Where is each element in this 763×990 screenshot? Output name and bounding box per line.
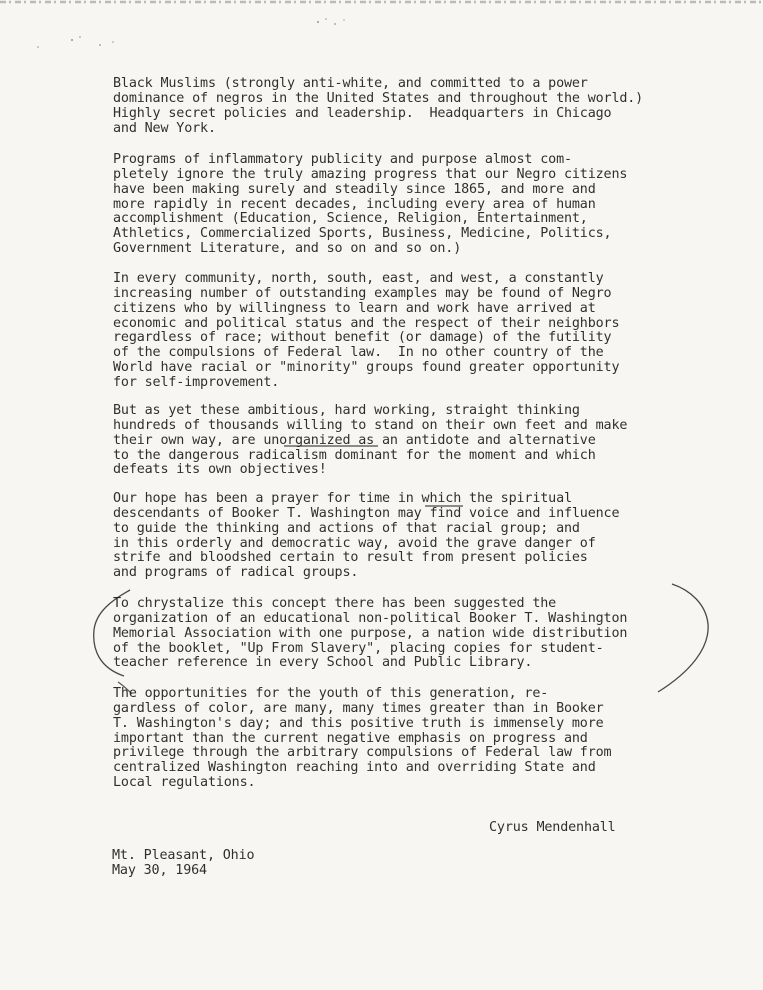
paragraph-programs-of-publicity: Programs of inflammatory publicity and purpose almost com- pletely ignore the truly amazing progress that our Negro citizens have been making surely and steadily since 1865, and more and more rapidly in recent decades, including every area of human accomplishment (Education, Science, Religion, Entertainment, Athletics, Commercialized Sports, Business, Medicine, Politics, Government Literature, and so on and so on.) bbox=[113, 152, 628, 257]
paragraph-unorganized: But as yet these ambitious, hard working, straight thinking hundreds of thousands willing to stand on their own feet and make their own way, are unorganized as an antidote and alternative to the dangerous radicalism dominant for the moment and which defeats its own objectives! bbox=[113, 403, 628, 478]
paragraph-opportunities: The opportunities for the youth of this generation, re- gardless of color, are many, many times greater than in Booker T. Washington's day; and this positive truth is immensely more important than the current negative emphasis on progress and privilege through the arbitrary compulsions of Federal law from centralized Washington reaching into and overriding State and Local regulations. bbox=[113, 686, 612, 791]
speck-marks bbox=[37, 18, 344, 48]
signature-name: Cyrus Mendenhall bbox=[489, 820, 616, 835]
paragraph-every-community: In every community, north, south, east, and west, a constantly increasing number of outstanding examples may be found of Negro citizens who by willingness to learn and work have arrived at economic and political status and the respect of their neighbors regardless of race; without benefit (or damage) of the futility of the compulsions of Federal law. In no other country of the World have racial or "minority" groups found greater opportunity for self-improvement. bbox=[113, 271, 620, 390]
paragraph-memorial-association: To chrystalize this concept there has been suggested the organization of an educational non-political Booker T. Washington Memorial Association with one purpose, a nation wide distribution of the booklet, "Up From Slavery", placing copies for student- teacher reference in every School and Public Library. bbox=[113, 596, 628, 671]
paragraph-black-muslims: Black Muslims (strongly anti-white, and committed to a power dominance of negros in the United States and throughout the world.) Highly secret policies and leadership. Headquarters in Chicago and New York. bbox=[113, 76, 644, 136]
place-and-date: Mt. Pleasant, Ohio May 30, 1964 bbox=[112, 848, 255, 878]
paragraph-our-hope: Our hope has been a prayer for time in which the spiritual descendants of Booker T. Washington may find voice and influence to guide the thinking and actions of that racial group; and in this orderly and democratic way, avoid the grave danger of strife and bloodshed certain to result from present policies and programs of radical groups. bbox=[113, 491, 620, 581]
